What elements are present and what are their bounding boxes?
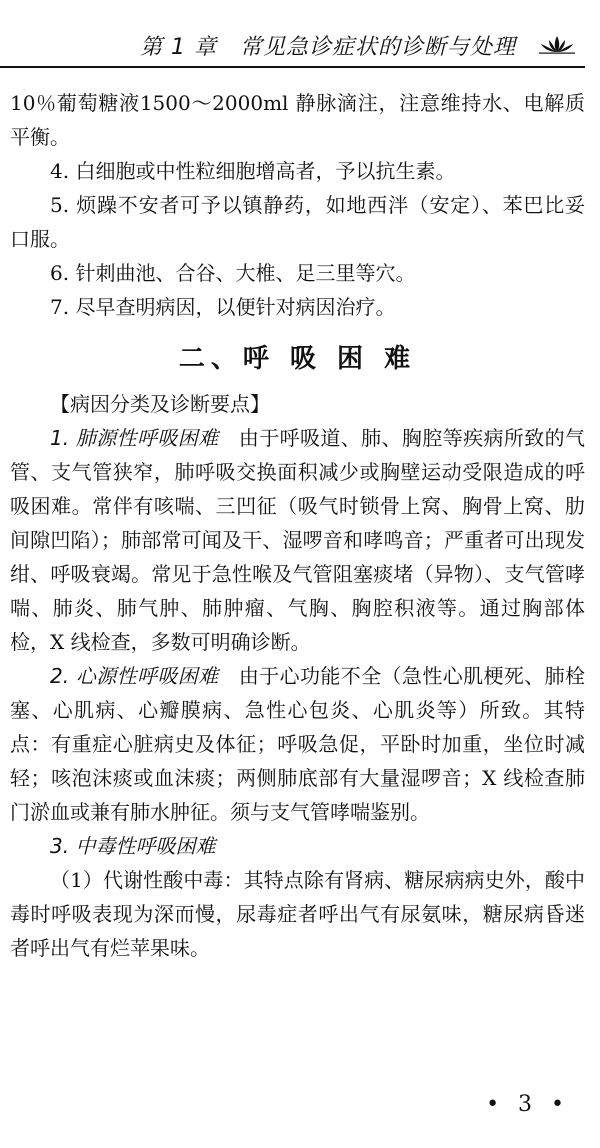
paragraph-item-7: 7. 尽早查明病因，以便针对病因治疗。 bbox=[50, 295, 396, 319]
item-heading: 1. 肺源性呼吸困难 bbox=[50, 426, 219, 450]
item-cardiac bbox=[10, 659, 585, 829]
lotus-ornament-icon bbox=[537, 34, 577, 54]
paragraph-continued: 10％葡萄糖液1500～2000ml 静脉滴注，注意维持水、电解质平衡。 bbox=[10, 91, 585, 149]
paragraph-item-5: 5. 烦躁不安者可予以镇静药，如地西泮（安定）、苯巴比妥口服。 bbox=[10, 193, 585, 251]
paragraph-item-4: 4. 白细胞或中性粒细胞增高者，予以抗生素。 bbox=[50, 159, 456, 183]
item-pulmonary bbox=[10, 421, 585, 659]
item-heading: 3. 中毒性呼吸困难 bbox=[50, 834, 216, 858]
item-text: 由于呼吸道、肺、胸腔等疾病所致的气管、支气管狭窄，肺呼吸交换面积减少或胸壁运动受限造成的呼吸困难。常伴有咳喘、三凹征（吸气时锁骨上窝、胸骨上窝、肋间隙凹陷）；肺部常可闻及干、湿啰音和哮鸣音；严重者可出现发绀、呼吸衰竭。常见于急性喉及气管阻塞痰堵（异物）、支气管哮喘、肺炎、肺气肿、肺肿瘤、气胸、胸腔积液等。通过胸部体检，X 线检查，多数可明确诊断。 bbox=[10, 426, 585, 654]
sub-heading: 【病因分类及诊断要点】 bbox=[50, 392, 270, 416]
page-body bbox=[10, 86, 585, 965]
page-header bbox=[0, 0, 600, 68]
page-number: • 3 • bbox=[486, 1092, 570, 1117]
item-toxic bbox=[10, 829, 585, 863]
section-title: 二、呼 吸 困 难 bbox=[178, 344, 417, 374]
chapter-title: 第 1 章 常见急诊症状的诊断与处理 bbox=[140, 35, 516, 60]
paragraph-metabolic-acidosis: （1）代谢性酸中毒：其特点除有肾病、糖尿病病史外，酸中毒时呼吸表现为深而慢，尿毒症者呼出气有尿氨味，糖尿病昏迷者呼出气有烂苹果味。 bbox=[10, 868, 585, 960]
paragraph-item-6: 6. 针刺曲池、合谷、大椎、足三里等穴。 bbox=[50, 261, 416, 285]
item-heading: 2. 心源性呼吸困难 bbox=[50, 664, 219, 688]
item-text: 由于心功能不全（急性心肌梗死、肺栓塞、心肌病、心瓣膜病、急性心包炎、心肌炎等）所致。其特点：有重症心脏病史及体征；呼吸急促，平卧时加重，坐位时减轻；咳泡沫痰或血沫痰；两侧肺底部有大量湿啰音；X 线检查肺门淤血或兼有肺水肿征。须与支气管哮喘鉴别。 bbox=[10, 664, 585, 824]
header-rule bbox=[0, 66, 585, 68]
